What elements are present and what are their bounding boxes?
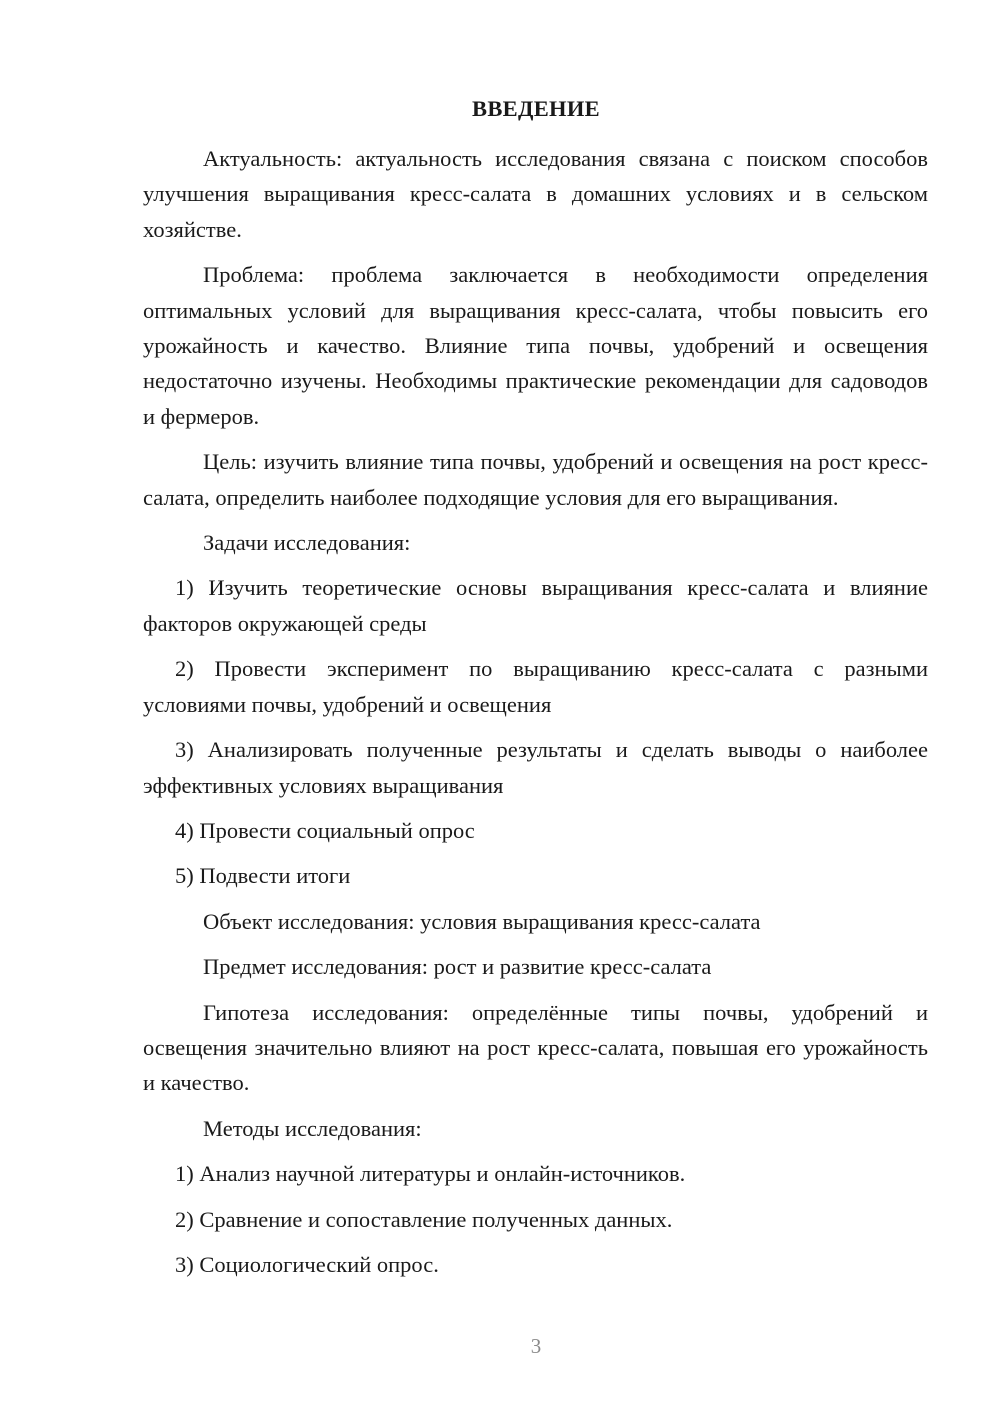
paragraph-methods-heading: Методы исследования: bbox=[203, 1115, 422, 1141]
paragraph-hypothesis: Гипотеза исследования: определённые типы почвы, удобрений и освещения значительно влияют на рост кресс-салата, повышая его урожайность и качество. bbox=[143, 999, 928, 1096]
list-item: 2) Сравнение и сопоставление полученных данных. bbox=[175, 1206, 673, 1232]
paragraph-subject: Предмет исследования: рост и развитие кресс-салата bbox=[203, 954, 712, 980]
paragraph-goal: Цель: изучить влияние типа почвы, удобрений и освещения на рост кресс-салата, определить наиболее подходящие условия для его выращивания. bbox=[143, 449, 928, 510]
paragraph-problem: Проблема: проблема заключается в необходимости определения оптимальных условий для выращивания кресс-салата, чтобы повысить его урожайность и качество. Влияние типа почвы, удобрений и освещения недостаточно изучены. Необходимы практические рекомендации для садоводов и фермеров. bbox=[143, 262, 928, 429]
list-item: 4) Провести социальный опрос bbox=[175, 817, 475, 843]
list-item: 1) Анализ научной литературы и онлайн-источников. bbox=[175, 1161, 686, 1187]
list-item: 3) Анализировать полученные результаты и сделать выводы о наиболее эффективных условиях выращивания bbox=[143, 737, 928, 798]
list-item: 1) Изучить теоретические основы выращивания кресс-салата и влияние факторов окружающей среды bbox=[143, 575, 928, 636]
list-item: 5) Подвести итоги bbox=[175, 863, 351, 889]
paragraph-object: Объект исследования: условия выращивания кресс-салата bbox=[203, 908, 761, 934]
page-title: ВВЕДЕНИЕ bbox=[472, 96, 600, 121]
list-item: 2) Провести эксперимент по выращиванию кресс-салата с разными условиями почвы, удобрений и освещения bbox=[143, 656, 928, 717]
document-body bbox=[143, 141, 928, 1292]
page-number: 3 bbox=[530, 1334, 542, 1358]
paragraph-relevance: Актуальность: актуальность исследования связана с поиском способов улучшения выращивания кресс-салата в домашних условиях и в сельском хозяйстве. bbox=[143, 146, 928, 242]
paragraph-tasks-heading: Задачи исследования: bbox=[203, 530, 411, 556]
list-item: 3) Социологический опрос. bbox=[175, 1251, 439, 1277]
